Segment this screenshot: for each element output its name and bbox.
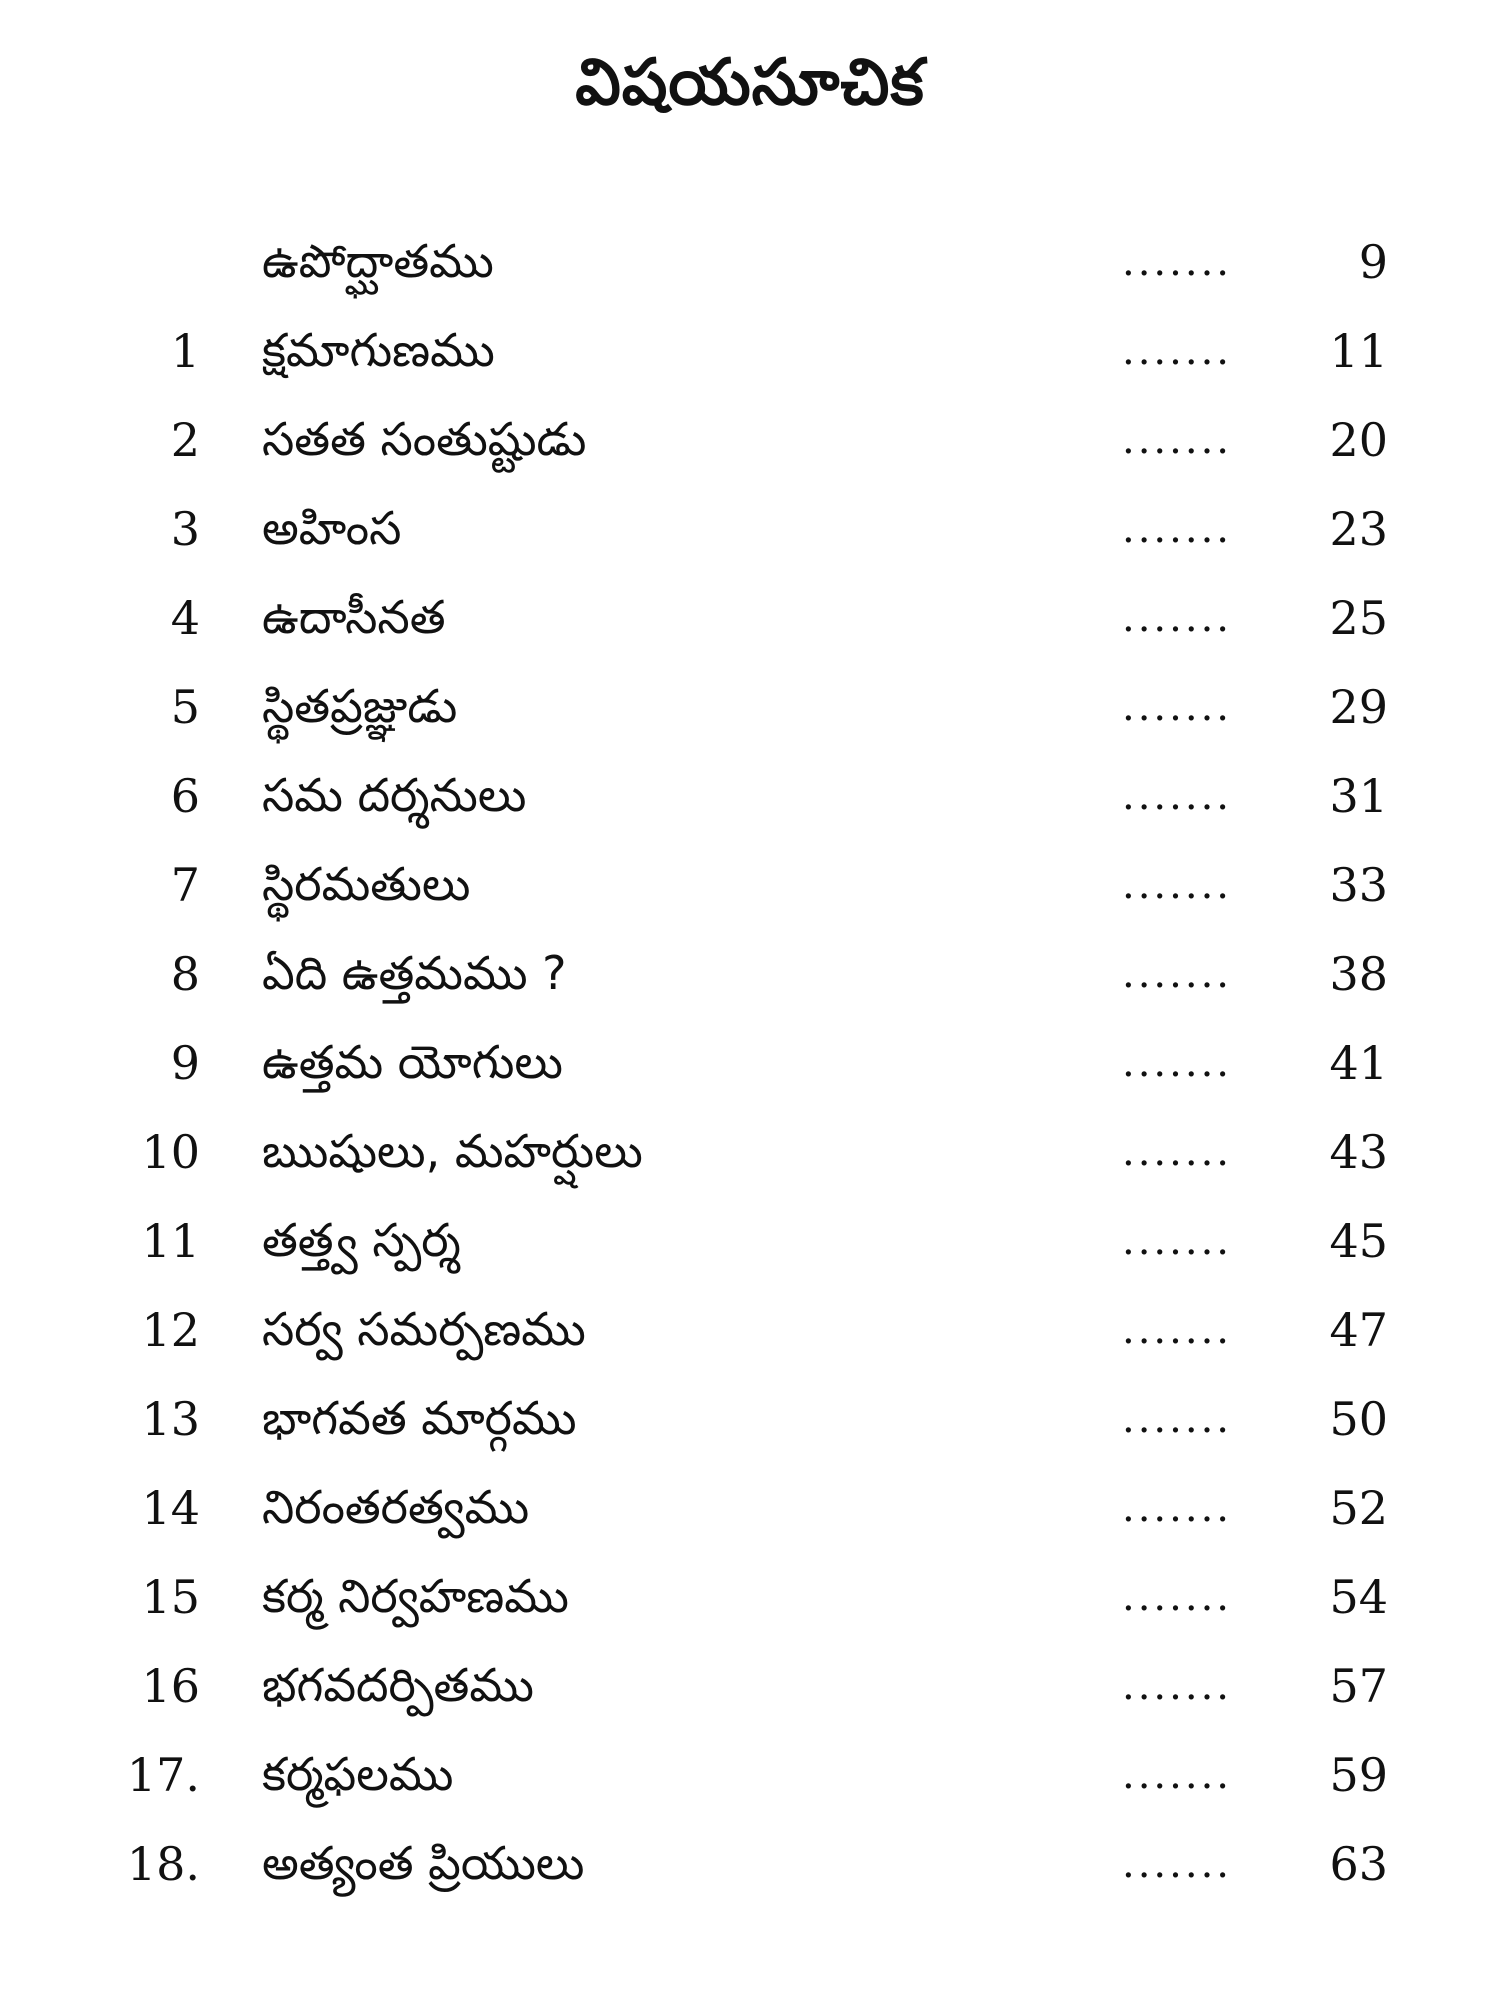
chapter-title: కర్మఫలము xyxy=(262,1747,454,1801)
dot-leader: ....... xyxy=(1122,1752,1233,1798)
dot-leader: ....... xyxy=(1122,862,1233,908)
dot-leader: ....... xyxy=(1122,773,1233,819)
chapter-number: 14 xyxy=(141,1481,200,1535)
chapter-title: ఉత్తమ యోగులు xyxy=(262,1035,563,1089)
page-number: 29 xyxy=(1329,680,1388,734)
toc-row xyxy=(0,843,1500,932)
chapter-number: 4 xyxy=(170,591,200,645)
chapter-number: 8 xyxy=(170,947,200,1001)
chapter-number: 16 xyxy=(141,1659,200,1713)
toc-row xyxy=(0,309,1500,398)
chapter-title: అహింస xyxy=(262,501,402,555)
toc-row xyxy=(0,398,1500,487)
chapter-title: నిరంతరత్వము xyxy=(262,1480,530,1534)
toc-row xyxy=(0,932,1500,1021)
chapter-title: భగవదర్పితము xyxy=(262,1658,534,1712)
page-number: 54 xyxy=(1329,1570,1388,1624)
dot-leader: ....... xyxy=(1122,1307,1233,1353)
page-number: 41 xyxy=(1329,1036,1388,1090)
chapter-title: సమ దర్శనులు xyxy=(262,768,527,822)
chapter-title: ఉపోద్ఘాతము xyxy=(262,234,494,288)
toc-row xyxy=(0,1288,1500,1377)
chapter-title: క్షమాగుణము xyxy=(262,323,495,377)
chapter-number: 11 xyxy=(141,1214,200,1268)
page-number: 57 xyxy=(1329,1659,1388,1713)
toc-row xyxy=(0,576,1500,665)
page-number: 11 xyxy=(1329,324,1388,378)
chapter-number: 12 xyxy=(141,1303,200,1357)
dot-leader: ....... xyxy=(1122,1396,1233,1442)
chapter-number: 17. xyxy=(126,1748,200,1802)
chapter-title: సర్వ సమర్పణము xyxy=(262,1302,586,1356)
dot-leader: ....... xyxy=(1122,1129,1233,1175)
chapter-title: కర్మ నిర్వహణము xyxy=(262,1569,569,1623)
dot-leader: ....... xyxy=(1122,684,1233,730)
page-number: 25 xyxy=(1329,591,1388,645)
chapter-number: 6 xyxy=(170,769,200,823)
page-number: 9 xyxy=(1358,235,1388,289)
toc-row xyxy=(0,1377,1500,1466)
page-number: 31 xyxy=(1329,769,1388,823)
dot-leader: ....... xyxy=(1122,595,1233,641)
page-number: 59 xyxy=(1329,1748,1388,1802)
toc-row xyxy=(0,665,1500,754)
chapter-title: ఉదాసీనత xyxy=(262,590,446,644)
page-number: 45 xyxy=(1329,1214,1388,1268)
page-number: 38 xyxy=(1329,947,1388,1001)
page-number: 23 xyxy=(1329,502,1388,556)
chapter-title: సతత సంతుష్టుడు xyxy=(262,412,587,466)
page-number: 33 xyxy=(1329,858,1388,912)
page-number: 47 xyxy=(1329,1303,1388,1357)
dot-leader: ....... xyxy=(1122,506,1233,552)
toc-row xyxy=(0,1733,1500,1822)
chapter-title: స్థితప్రజ్ఞుడు xyxy=(262,679,458,733)
toc-row xyxy=(0,220,1500,309)
chapter-title: ఏది ఉత్తమము ? xyxy=(262,946,567,1000)
chapter-number: 3 xyxy=(170,502,200,556)
dot-leader: ....... xyxy=(1122,328,1233,374)
dot-leader: ....... xyxy=(1122,1663,1233,1709)
toc-row xyxy=(0,1822,1500,1911)
dot-leader: ....... xyxy=(1122,951,1233,997)
dot-leader: ....... xyxy=(1122,1841,1233,1887)
page-number: 52 xyxy=(1329,1481,1388,1535)
table-of-contents xyxy=(0,220,1500,1911)
dot-leader: ....... xyxy=(1122,417,1233,463)
dot-leader: ....... xyxy=(1122,239,1233,285)
chapter-title: స్థిరమతులు xyxy=(262,857,471,911)
toc-row xyxy=(0,1466,1500,1555)
chapter-number: 15 xyxy=(141,1570,200,1624)
chapter-number: 10 xyxy=(141,1125,200,1179)
chapter-title: తత్త్వ స్పర్శ xyxy=(262,1213,461,1267)
dot-leader: ....... xyxy=(1122,1574,1233,1620)
chapter-title: ఋషులు, మహర్షులు xyxy=(262,1124,643,1178)
chapter-number: 5 xyxy=(170,680,200,734)
chapter-number: 7 xyxy=(170,858,200,912)
chapter-number: 1 xyxy=(170,324,200,378)
page-number: 50 xyxy=(1329,1392,1388,1446)
toc-row xyxy=(0,1199,1500,1288)
toc-row xyxy=(0,1021,1500,1110)
toc-row xyxy=(0,754,1500,843)
chapter-number: 9 xyxy=(170,1036,200,1090)
dot-leader: ....... xyxy=(1122,1218,1233,1264)
chapter-number: 13 xyxy=(141,1392,200,1446)
dot-leader: ....... xyxy=(1122,1040,1233,1086)
toc-row xyxy=(0,1555,1500,1644)
page-number: 20 xyxy=(1329,413,1388,467)
page-number: 43 xyxy=(1329,1125,1388,1179)
chapter-title: అత్యంత ప్రియులు xyxy=(262,1836,585,1890)
chapter-number: 18. xyxy=(126,1837,200,1891)
page-title: విషయసూచిక xyxy=(575,46,925,120)
chapter-number: 2 xyxy=(170,413,200,467)
toc-row xyxy=(0,487,1500,576)
page-number: 63 xyxy=(1329,1837,1388,1891)
toc-row xyxy=(0,1644,1500,1733)
dot-leader: ....... xyxy=(1122,1485,1233,1531)
toc-row xyxy=(0,1110,1500,1199)
chapter-title: భాగవత మార్గము xyxy=(262,1391,577,1445)
